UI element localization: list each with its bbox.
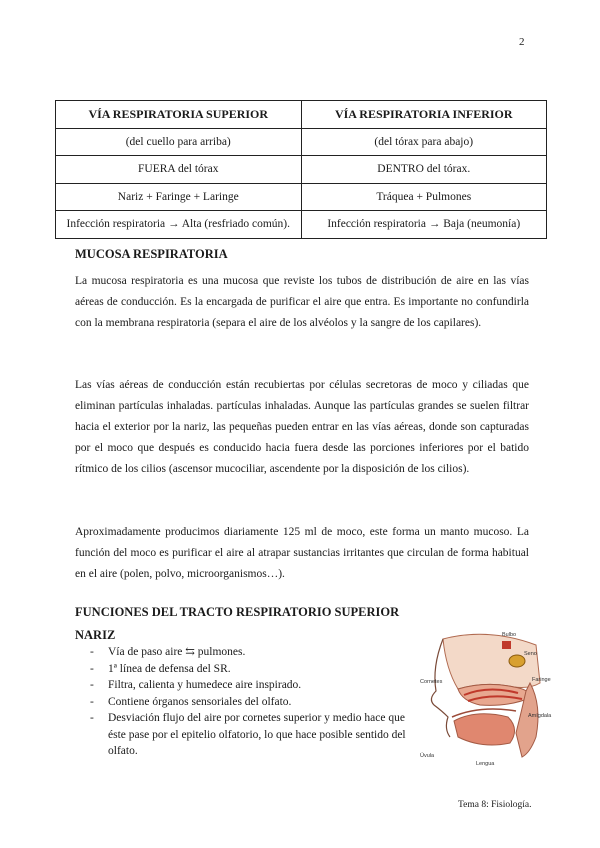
functions-heading: FUNCIONES DEL TRACTO RESPIRATORIO SUPERIOR [75, 605, 400, 619]
table-cell: FUERA del tórax [56, 156, 302, 184]
table-cell: Infección respiratoria → Alta (resfriado común). [56, 211, 302, 239]
mucosa-paragraph: La mucosa respiratoria es una mucosa que reviste los tubos de distribución de aire en las vías aéreas de conducción. Es la encargada de purificar el aire que entra. Es importante no confundirla con la membrana respiratoria (separa el aire de los alvéolos y la sangre de los capilares). [75, 275, 529, 329]
diagram-label: Lengua [476, 761, 495, 767]
diagram-label: Bulbo [502, 632, 517, 638]
nose-functions-list [90, 644, 410, 760]
page-number: 2 [519, 36, 525, 48]
table-row [56, 156, 547, 184]
list-item [90, 661, 410, 678]
list-item [90, 694, 410, 711]
table-cell: Nariz + Faringe + Laringe [56, 183, 302, 211]
table-header-row [56, 101, 547, 129]
mucosa-paragraph: Las vías aéreas de conducción están recubiertas por células secretoras de moco y ciliadas que eliminan partículas inhaladas. partículas inhaladas. Aunque las partículas grandes se suelen filtrar hacia el exterior por la nariz, las pequeñas pueden entrar en las vías aéreas, donde son capturadas por el moco que después es conducido hacia fuera desde las porciones inferiores por el batido rítmico de los cilios (ascensor mucociliar, ascendente por la disposición de los cilios). [75, 379, 529, 475]
list-item-text: Vía de paso aire ⇆ pulmones. [108, 646, 246, 658]
diagram-label: Cornetes [420, 679, 443, 685]
page-footer: Tema 8: Fisiología. [458, 800, 532, 810]
list-item [90, 677, 410, 694]
bullet-marker: - [90, 679, 94, 691]
table-cell: Tráquea + Pulmones [301, 183, 547, 211]
nasal-cavity-diagram [418, 625, 553, 775]
list-item [90, 644, 410, 661]
table-row [56, 128, 547, 156]
table-cell: (del cuello para arriba) [56, 128, 302, 156]
table-cell: Infección respiratoria → Baja (neumonía) [301, 211, 547, 239]
sinus-shape [509, 655, 525, 667]
mucosa-paragraph: Aproximadamente producimos diariamente 125 ml de moco, este forma un manto mucoso. La función del moco es purificar el aire al atrapar sustancias irritantes que circulan de forma habitual en el aire (polen, polvo, microorganismos…). [75, 526, 529, 580]
bullet-marker: - [90, 662, 94, 675]
nose-subheading: NARIZ [75, 628, 116, 642]
table-row [56, 183, 547, 211]
bullet-marker: - [90, 712, 94, 724]
olfactory-bulb-shape [502, 641, 511, 649]
list-item-text: Contiene órganos sensoriales del olfato. [108, 695, 292, 708]
table-cell: DENTRO del tórax. [301, 156, 547, 184]
diagram-label: Úvula [420, 753, 435, 759]
diagram-label: Amígdala [528, 713, 552, 719]
diagram-label: Seno [524, 651, 537, 657]
list-item-text: Filtra, calienta y humedece aire inspirado. [108, 679, 302, 691]
list-item-text: Desviación flujo del aire por cornetes superior y medio hace que éste pase por el epitelio olfatorio, lo que hace posible sentido del olfato. [108, 712, 406, 757]
respiratory-tract-table [55, 100, 547, 239]
list-item [90, 710, 410, 760]
bullet-marker: - [90, 646, 94, 658]
table-header: VÍA RESPIRATORIA SUPERIOR [56, 101, 302, 129]
table-row [56, 211, 547, 239]
list-item-text: 1ª línea de defensa del SR. [108, 662, 231, 675]
table-header: VÍA RESPIRATORIA INFERIOR [301, 101, 547, 129]
mucosa-heading: MUCOSA RESPIRATORIA [75, 247, 228, 261]
diagram-label: Faringe [532, 677, 551, 683]
table-cell: (del tórax para abajo) [301, 128, 547, 156]
bullet-marker: - [90, 695, 94, 708]
